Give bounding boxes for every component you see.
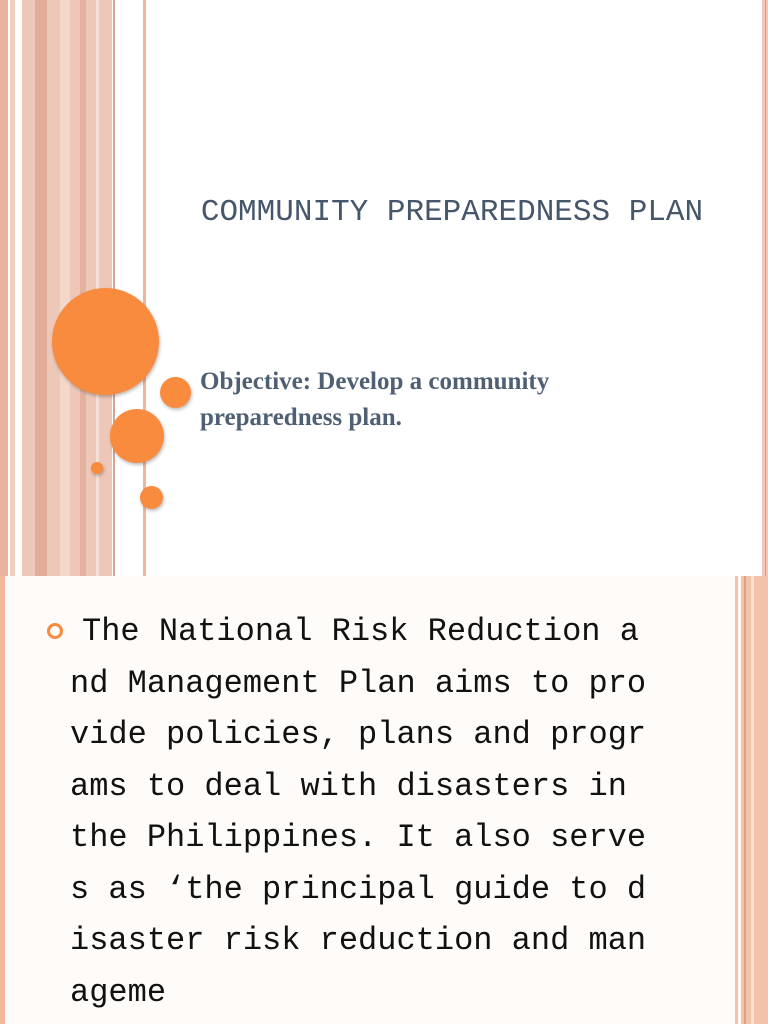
slide-subtitle: Objective: Develop a community preparedness plan.: [200, 368, 550, 431]
decorative-circle: [91, 462, 103, 474]
decorative-circle: [52, 288, 159, 395]
bullet-ring-icon: [47, 623, 63, 639]
decorative-stripe: [60, 0, 70, 576]
decorative-stripe: [765, 0, 766, 576]
decorative-stripe: [0, 0, 8, 576]
decorative-stripe: [751, 576, 754, 1024]
decorative-circle: [160, 377, 191, 408]
decorative-stripe: [80, 0, 86, 576]
bullet-text: The National Risk Reduction and Management Plan aims to provide policies, plans and programs to deal with disasters in the Philippines. It also serves as ‘the principal guide to disaster risk reduction and manageme: [70, 613, 647, 1011]
decorative-stripe: [735, 576, 738, 1024]
decorative-stripe: [35, 0, 47, 576]
content-slide: [0, 576, 768, 1024]
slide-title: COMMUNITY PREPAREDNESS PLAN: [200, 195, 704, 230]
decorative-stripe: [744, 576, 746, 1024]
decorative-stripe: [0, 576, 5, 1024]
decorative-circle: [110, 409, 164, 463]
decorative-circle: [140, 486, 163, 509]
decorative-stripe: [10, 0, 15, 576]
